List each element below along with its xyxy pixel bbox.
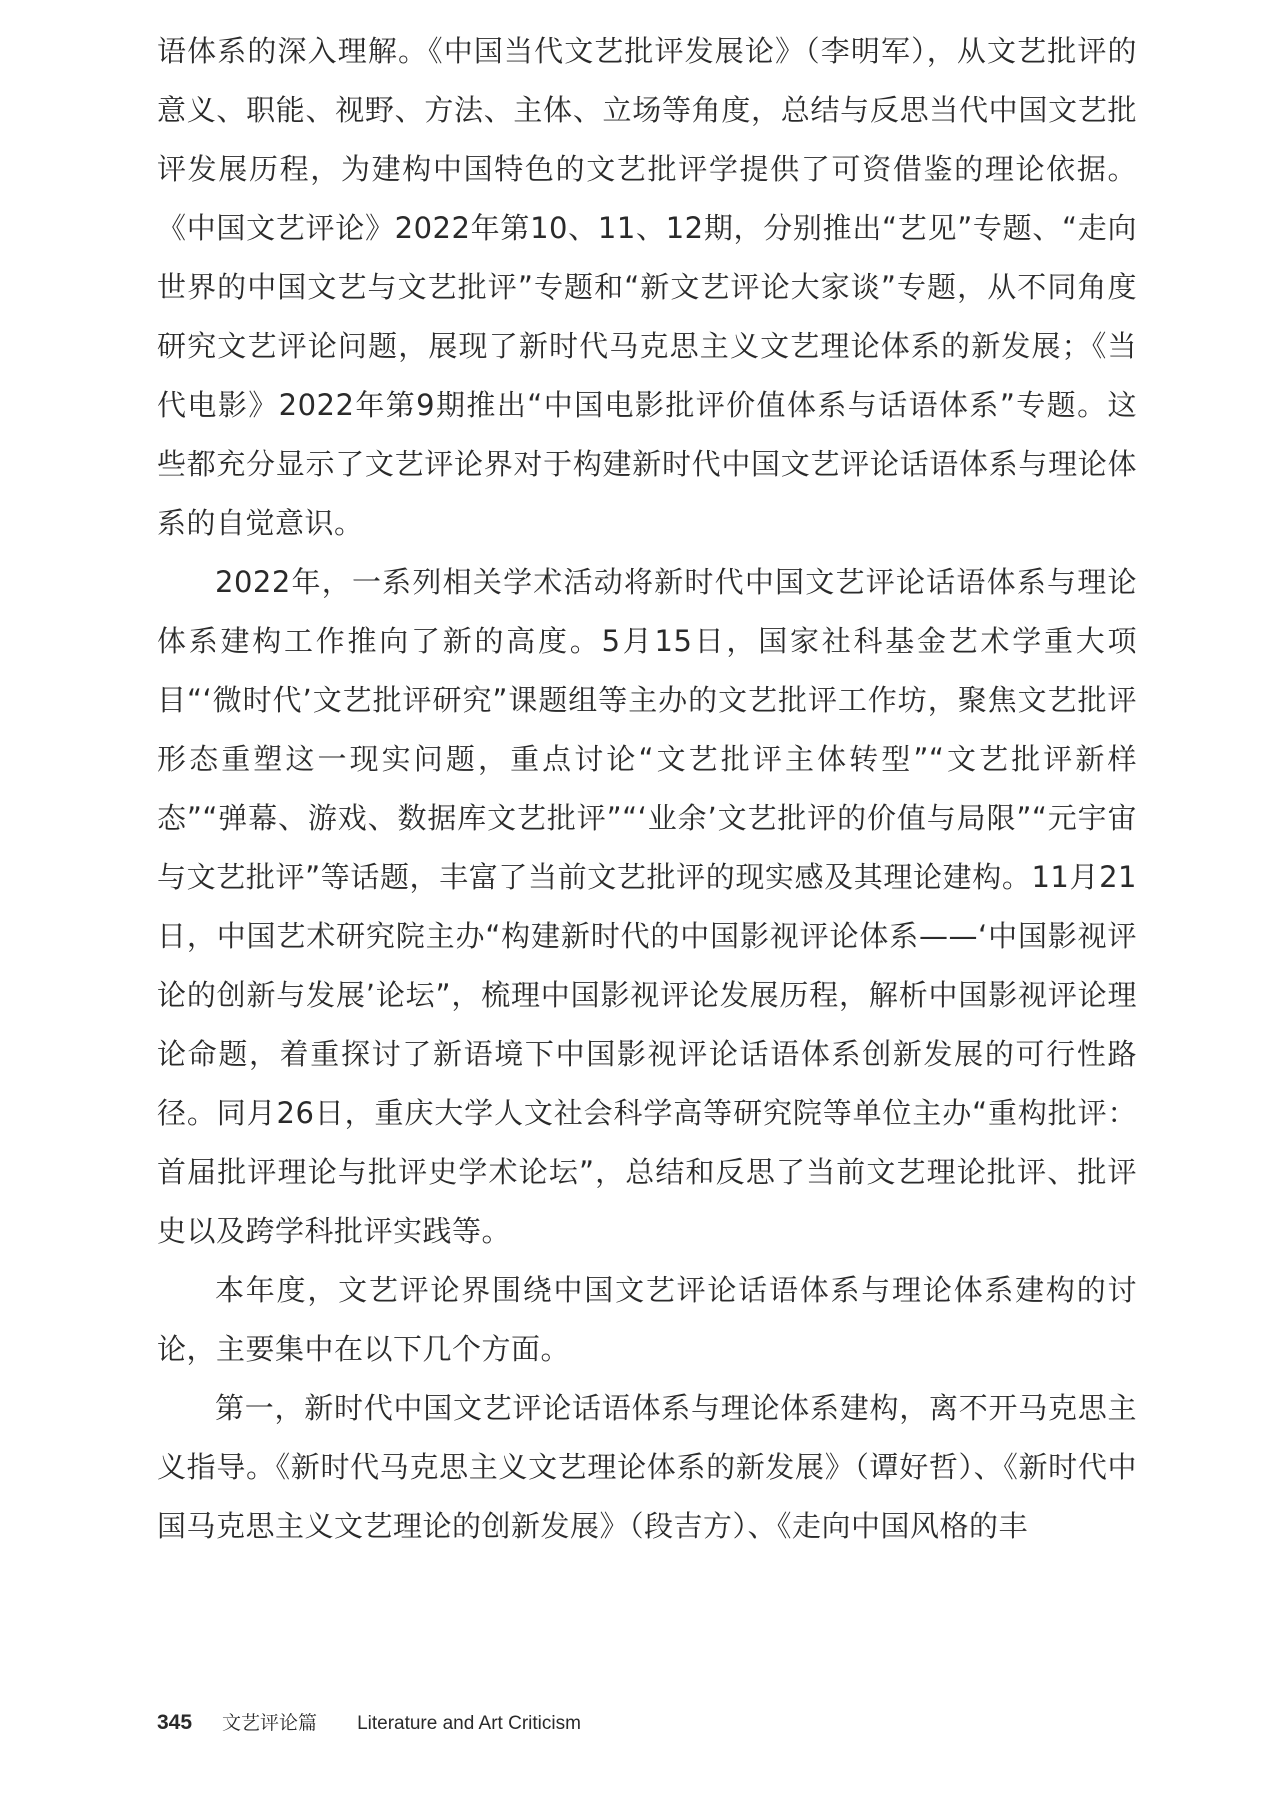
section-title-chinese: 文艺评论篇: [222, 1712, 318, 1734]
paragraph-4: 第一，新时代中国文艺评论话语体系与理论体系建构，离不开马克思主义指导。《新时代马克思主义文艺理论体系的新发展》（谭好哲）、《新时代中国马克思主义文艺理论的创新发展》（段吉方）、《走向中国风格的丰: [157, 1391, 1137, 1543]
paragraph-2: 2022年，一系列相关学术活动将新时代中国文艺评论话语体系与理论体系建构工作推向了新的高度。5月15日，国家社科基金艺术学重大项目“‘微时代’文艺批评研究”课题组等主办的文艺批评工作坊，聚焦文艺批评形态重塑这一现实问题，重点讨论“文艺批评主体转型”“文艺批评新样态”“弹幕、游戏、数据库文艺批评”“‘业余’文艺批评的价值与局限”“元宇宙与文艺批评”等话题，丰富了当前文艺批评的现实感及其理论建构。11月21日，中国艺术研究院主办“构建新时代的中国影视评论体系——‘中国影视评论的创新与发展’论坛”，梳理中国影视评论发展历程，解析中国影视评论理论命题，着重探讨了新语境下中国影视评论话语体系创新发展的可行性路径。同月26日，重庆大学人文社会科学高等研究院等单位主办“重构批评：首届批评理论与批评史学术论坛”，总结和反思了当前文艺理论批评、批评史以及跨学科批评实践等。: [157, 565, 1137, 1248]
page-number: 345: [157, 1711, 193, 1734]
page-footer: [157, 1708, 581, 1748]
paragraph-3: 本年度，文艺评论界围绕中国文艺评论话语体系与理论体系建构的讨论，主要集中在以下几个方面。: [157, 1273, 1137, 1366]
body-text: [157, 22, 1137, 1556]
section-title-english: Literature and Art Criticism: [357, 1713, 581, 1734]
paragraph-1: 语体系的深入理解。《中国当代文艺批评发展论》（李明军），从文艺批评的意义、职能、视野、方法、主体、立场等角度，总结与反思当代中国文艺批评发展历程，为建构中国特色的文艺批评学提供了可资借鉴的理论依据。《中国文艺评论》2022年第10、11、12期，分别推出“艺见”专题、“走向世界的中国文艺与文艺批评”专题和“新文艺评论大家谈”专题，从不同角度研究文艺评论问题，展现了新时代马克思主义文艺理论体系的新发展；《当代电影》2022年第9期推出“中国电影批评价值体系与话语体系”专题。这些都充分显示了文艺评论界对于构建新时代中国文艺评论话语体系与理论体系的自觉意识。: [157, 34, 1137, 540]
